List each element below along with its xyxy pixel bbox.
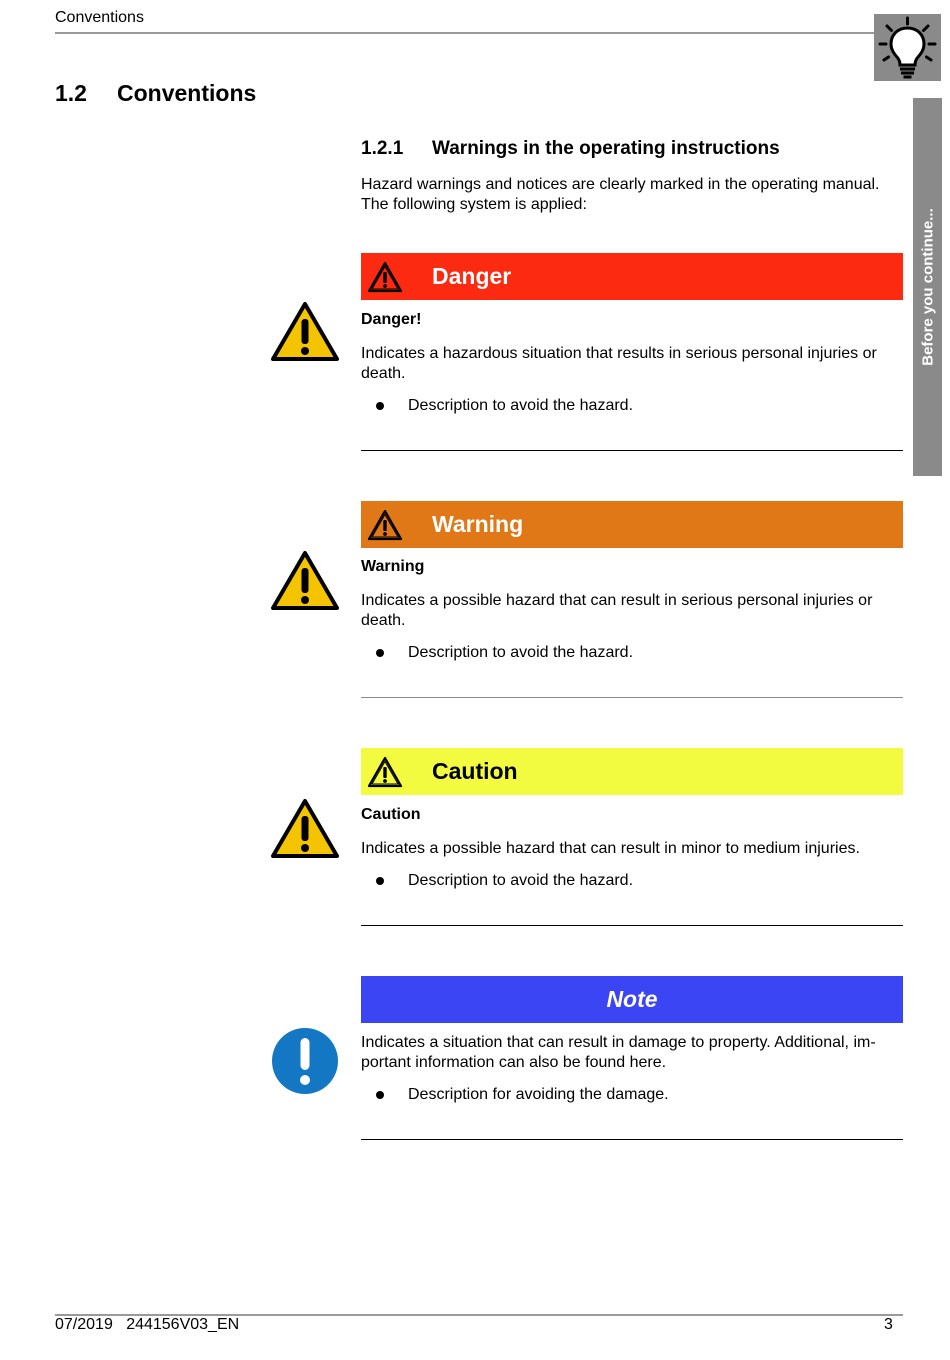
footer-date: 07/2019 — [55, 1316, 113, 1333]
bullet-dot — [376, 402, 384, 410]
warning-rule — [361, 697, 903, 698]
section-number: 1.2 — [55, 80, 87, 106]
danger-text: Indicates a hazardous situation that results in serious personal injuries or death. — [361, 345, 877, 382]
danger-banner-label: Danger — [432, 263, 512, 289]
subsection-number: 1.2.1 — [361, 138, 404, 159]
danger-rule — [361, 450, 903, 451]
page-number: 3 — [884, 1316, 893, 1333]
header-rule — [55, 32, 875, 34]
warning-triangle-outline-icon — [367, 756, 403, 788]
lightbulb-icon — [874, 14, 941, 81]
warning-triangle-yellow-icon — [270, 550, 340, 612]
exclamation-circle-icon — [271, 1027, 339, 1095]
note-banner — [361, 976, 903, 1023]
note-bullet-text: Description for avoiding the damage. — [408, 1086, 669, 1103]
danger-banner — [361, 253, 903, 300]
warning-banner — [361, 501, 903, 548]
warning-banner-label: Warning — [432, 511, 524, 537]
note-text: Indicates a situation that can result in damage to property. Additional, im-portant information can also be found here. — [361, 1034, 876, 1071]
bullet-dot — [376, 1091, 384, 1099]
footer-doc-id: 244156V03_EN — [126, 1316, 240, 1333]
caution-title: Caution — [361, 806, 421, 823]
caution-banner — [361, 748, 903, 795]
bullet-dot — [376, 877, 384, 885]
intro-paragraph: Hazard warnings and notices are clearly marked in the operating manual. The following system is applied: — [361, 176, 880, 213]
note-bullet — [376, 1086, 669, 1104]
warning-triangle-yellow-icon — [270, 301, 340, 363]
danger-bullet — [376, 397, 633, 415]
caution-rule — [361, 925, 903, 926]
danger-title: Danger! — [361, 311, 422, 328]
subsection-title: Warnings in the operating instructions — [432, 138, 780, 159]
warning-title: Warning — [361, 558, 425, 575]
warning-bullet-text: Description to avoid the hazard. — [408, 644, 634, 661]
warning-triangle-outline-icon — [367, 509, 403, 541]
chapter-side-tab — [913, 98, 942, 476]
subsection-heading — [361, 138, 780, 160]
tip-box — [874, 14, 941, 81]
side-tab-label: Before you continue... — [919, 208, 936, 366]
warning-text: Indicates a possible hazard that can result in serious personal injuries or death. — [361, 592, 873, 629]
note-banner-label: Note — [606, 986, 658, 1012]
caution-text: Indicates a possible hazard that can result in minor to medium injuries. — [361, 840, 860, 857]
caution-bullet-text: Description to avoid the hazard. — [408, 872, 634, 889]
warning-triangle-yellow-icon — [270, 798, 340, 860]
warning-bullet — [376, 644, 633, 662]
caution-bullet — [376, 872, 633, 890]
footer-doc-info — [55, 1316, 239, 1334]
warning-triangle-outline-icon — [367, 261, 403, 293]
bullet-dot — [376, 649, 384, 657]
section-title: Conventions — [117, 80, 257, 106]
running-header: Conventions — [55, 9, 144, 26]
danger-bullet-text: Description to avoid the hazard. — [408, 397, 634, 414]
section-heading — [55, 80, 256, 107]
note-rule — [361, 1139, 903, 1140]
caution-banner-label: Caution — [432, 758, 518, 784]
